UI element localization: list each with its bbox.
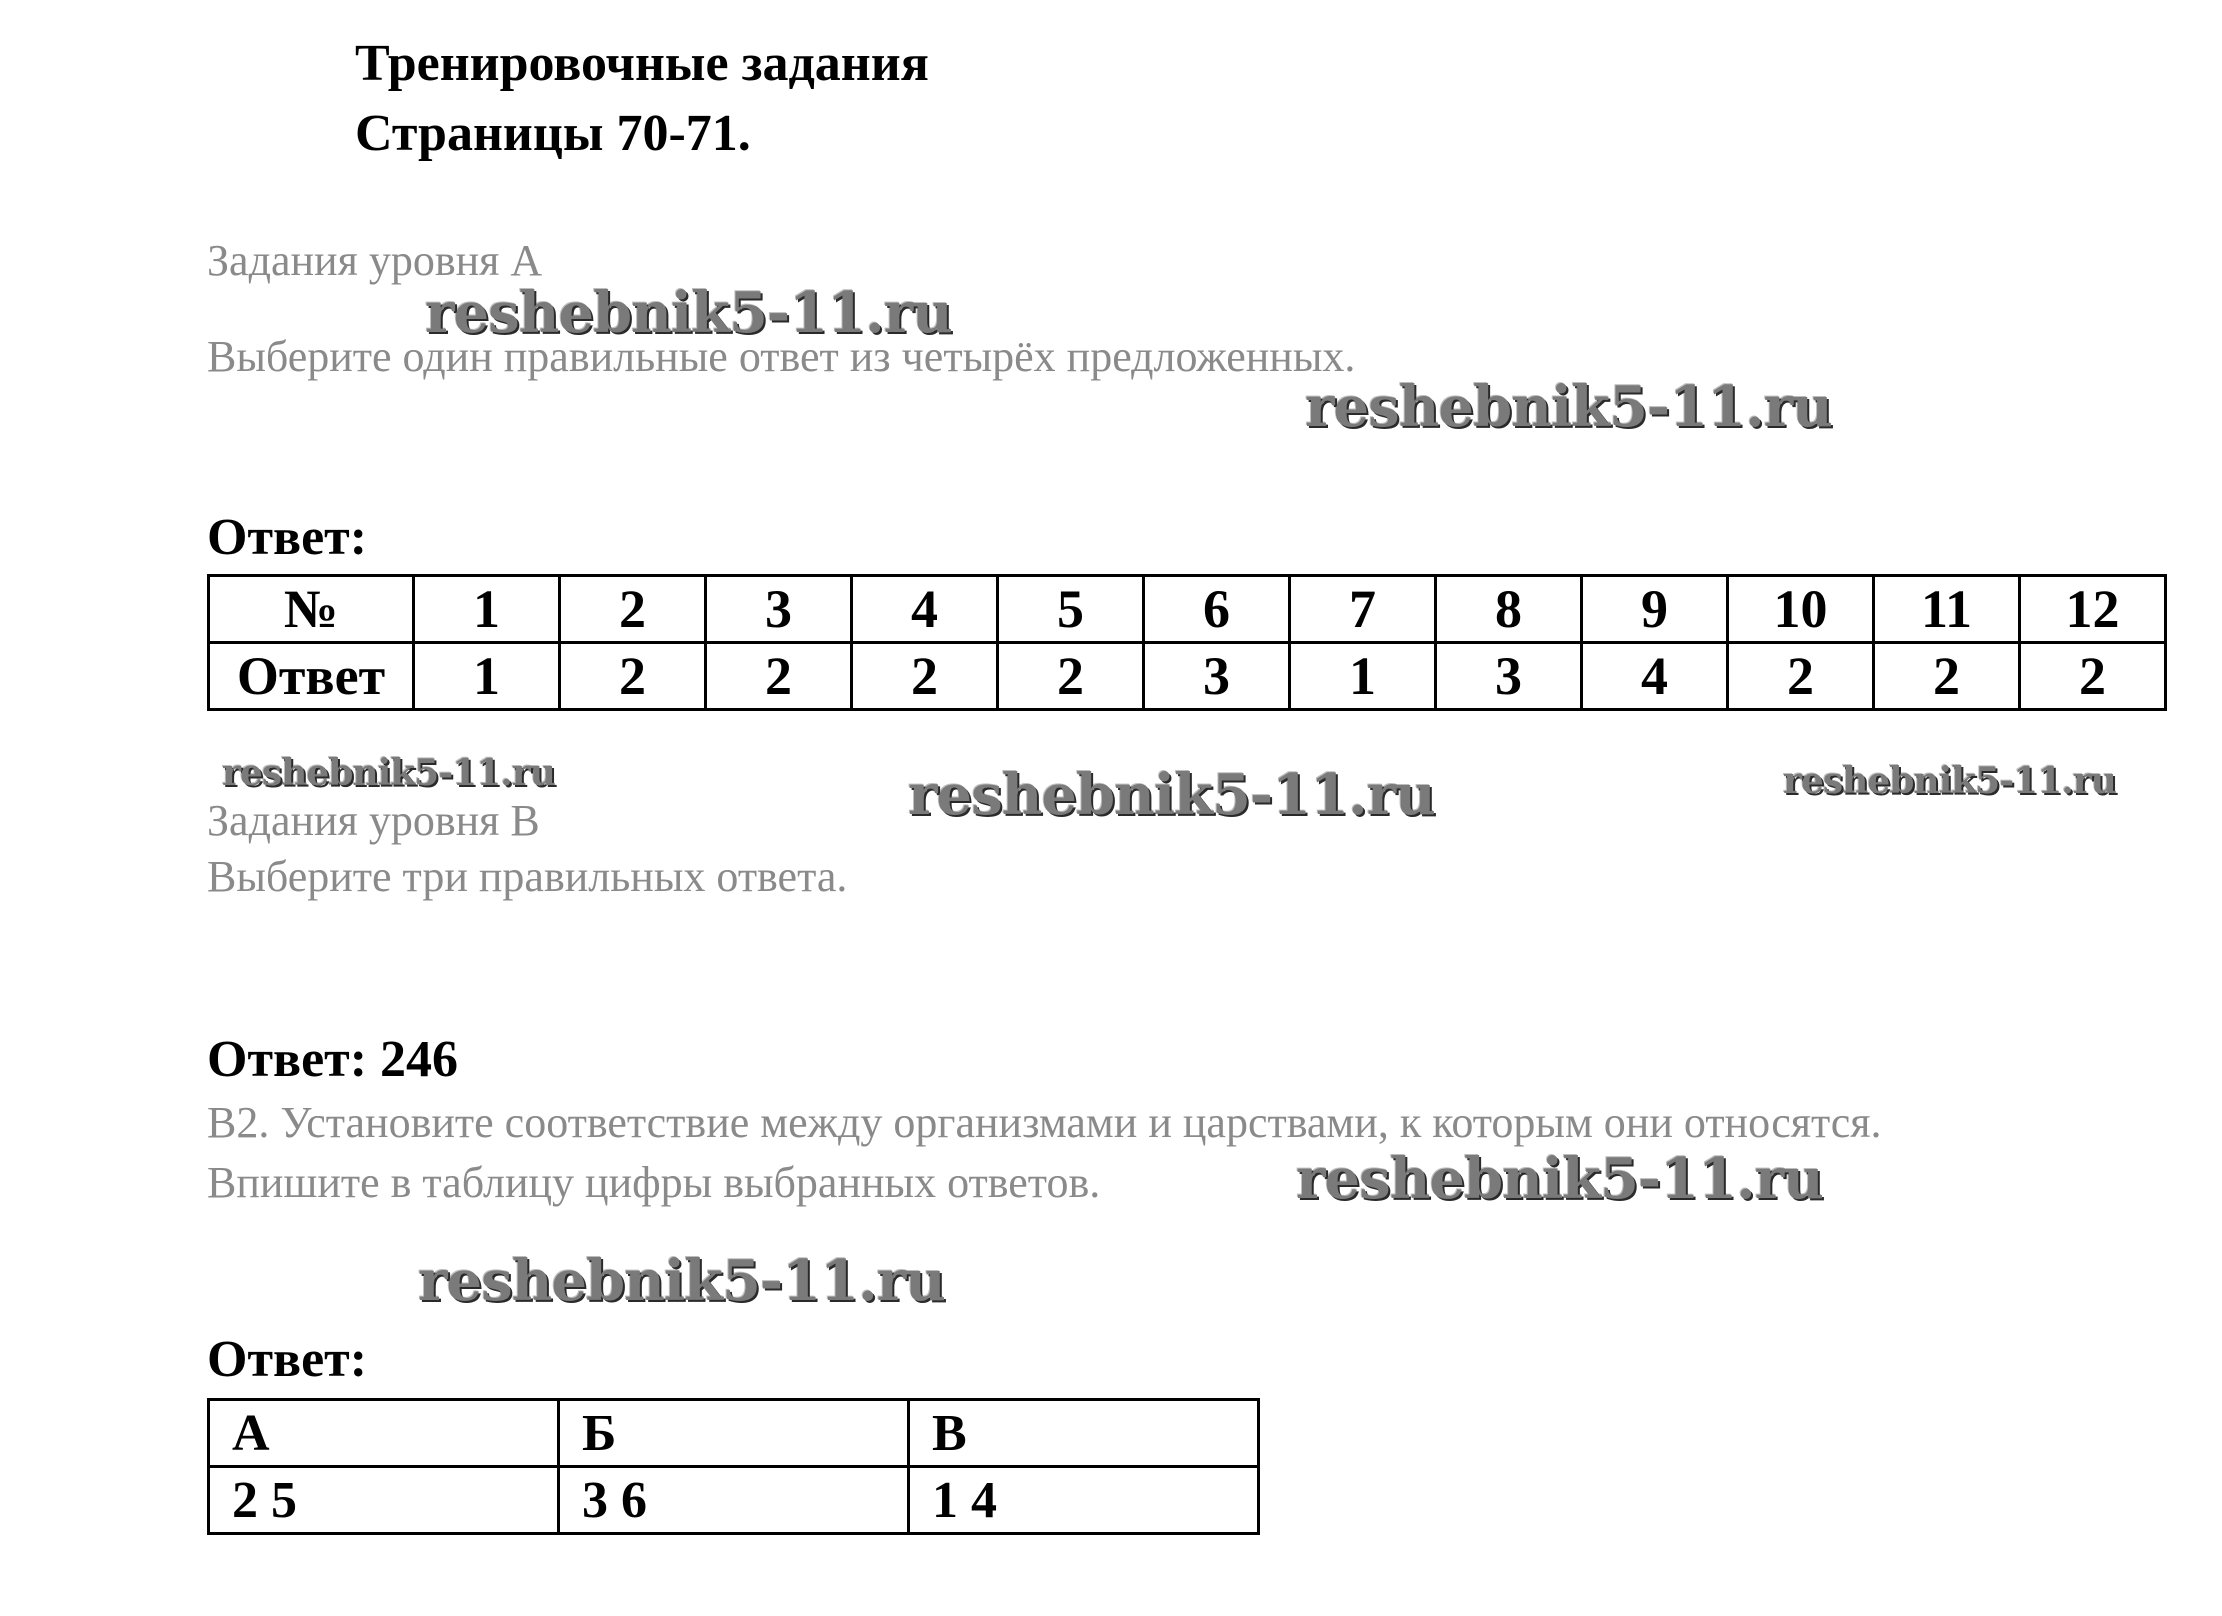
table-cell: 4 xyxy=(852,576,998,643)
table-cell: В xyxy=(909,1400,1259,1467)
watermark: reshebnik5-11.ru xyxy=(418,1248,945,1314)
table-cell: 2 xyxy=(560,643,706,710)
answers-table-a xyxy=(207,574,2167,711)
level-b-heading: Задания уровня В xyxy=(207,796,540,845)
table-cell: Б xyxy=(559,1400,909,1467)
table-cell: 2 5 xyxy=(209,1467,559,1534)
table-cell: 7 xyxy=(1290,576,1436,643)
level-a-instruction: Выберите один правильные ответ из четырёх предложенных. xyxy=(207,332,1356,381)
table-cell: 8 xyxy=(1436,576,1582,643)
table-cell: 3 xyxy=(1144,643,1290,710)
table-cell: 4 xyxy=(1582,643,1728,710)
table-cell: 3 xyxy=(1436,643,1582,710)
table-cell: 2 xyxy=(852,643,998,710)
table-cell: 1 xyxy=(414,576,560,643)
level-b-instruction: Выберите три правильных ответа. xyxy=(207,852,848,901)
watermark: reshebnik5-11.ru xyxy=(425,280,952,346)
answer-label-b1: Ответ: 246 xyxy=(207,1031,459,1088)
table-cell: 2 xyxy=(706,643,852,710)
table-row xyxy=(209,1467,1259,1534)
table-cell: 10 xyxy=(1728,576,1874,643)
table-cell: № xyxy=(209,576,414,643)
table-cell: 12 xyxy=(2020,576,2166,643)
table-cell: 9 xyxy=(1582,576,1728,643)
table-cell: 1 xyxy=(414,643,560,710)
table-cell: 3 xyxy=(706,576,852,643)
b2-instruction-line1: В2. Установите соответствие между организмами и царствами, к которым они относятся. xyxy=(207,1098,1882,1147)
page-subtitle: Страницы 70-71. xyxy=(355,105,751,162)
table-cell: 3 6 xyxy=(559,1467,909,1534)
table-row xyxy=(209,1400,1259,1467)
table-cell: 2 xyxy=(560,576,706,643)
watermark: reshebnik5-11.ru xyxy=(908,762,1435,828)
level-a-heading: Задания уровня А xyxy=(207,236,543,285)
watermark: reshebnik5-11.ru xyxy=(1783,760,2116,802)
table-row xyxy=(209,576,2166,643)
table-cell: 2 xyxy=(1728,643,1874,710)
table-cell: 5 xyxy=(998,576,1144,643)
watermark: reshebnik5-11.ru xyxy=(222,752,555,794)
table-cell: 1 xyxy=(1290,643,1436,710)
table-row xyxy=(209,643,2166,710)
table-cell: 1 4 xyxy=(909,1467,1259,1534)
answer-label-b2: Ответ: xyxy=(207,1331,368,1388)
table-cell: 2 xyxy=(998,643,1144,710)
table-cell: Ответ xyxy=(209,643,414,710)
answers-table-b2 xyxy=(207,1398,1260,1535)
watermark: reshebnik5-11.ru xyxy=(1305,374,1832,440)
b2-instruction-line2: Впишите в таблицу цифры выбранных ответов. xyxy=(207,1158,1101,1207)
table-cell: 6 xyxy=(1144,576,1290,643)
answer-label: Ответ: xyxy=(207,509,368,566)
page-title: Тренировочные задания xyxy=(355,35,929,92)
watermark: reshebnik5-11.ru xyxy=(1296,1146,1823,1212)
table-cell: 2 xyxy=(2020,643,2166,710)
table-cell: 2 xyxy=(1874,643,2020,710)
table-cell: 11 xyxy=(1874,576,2020,643)
table-cell: А xyxy=(209,1400,559,1467)
